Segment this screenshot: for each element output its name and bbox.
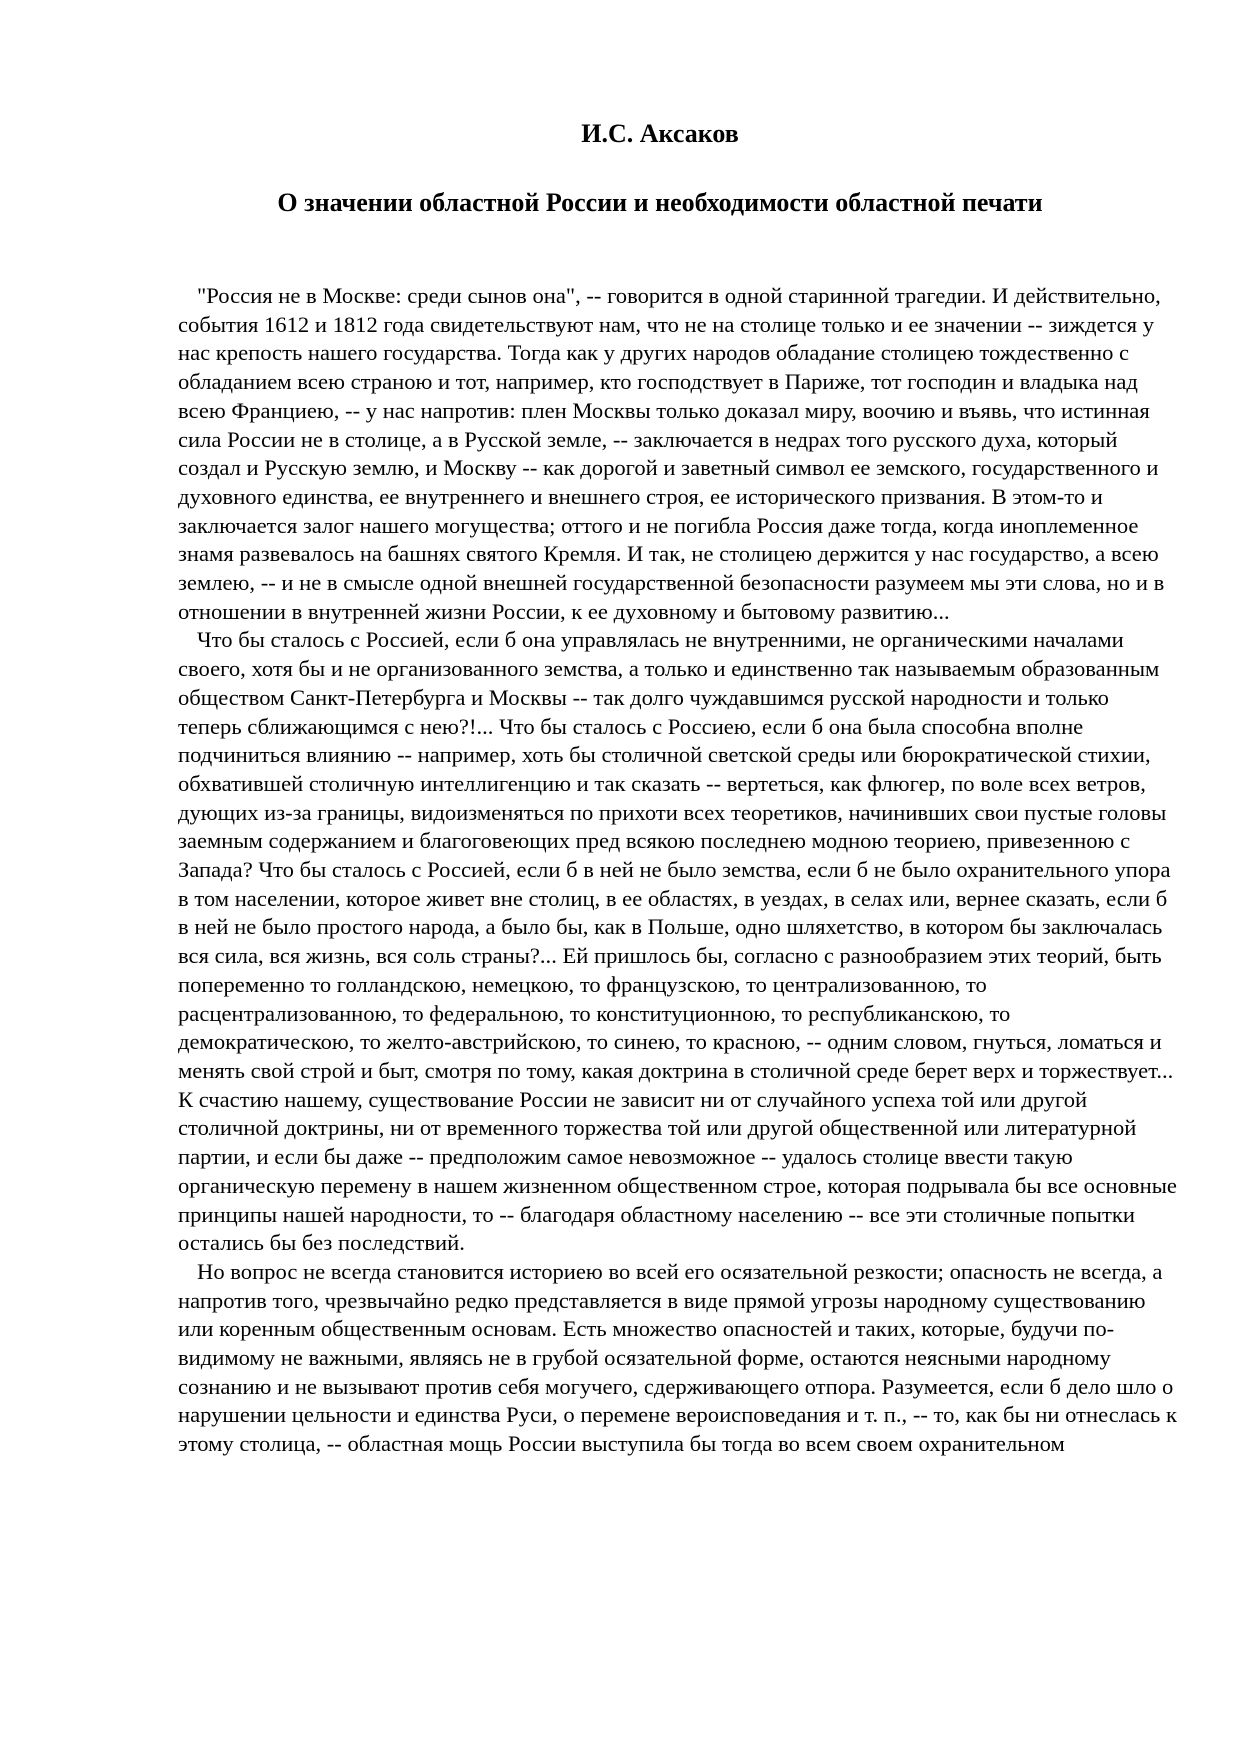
- document-title: О значении областной России и необходимости областной печати: [277, 188, 1043, 217]
- paragraph-2: Что бы сталось с Россией, если б она управлялась не внутренними, не органическими началами своего, хотя бы и не организованного земства, а только и единственно так называемым образованным обществом Санкт-Петербурга и Москвы -- так долго чуждавшимся русской народности и только теперь сближающимся с нею?!... Что бы сталось с Россиею, если б она была способна вполне подчиниться влиянию -- например, хоть бы столичной светской среды или бюрократической стихии, обхватившей столичную интеллигенцию и так сказать -- вертеться, как флюгер, по воле всех ветров, дующих из-за границы, видоизменяться по прихоти всех теоретиков, начинивших свои пустые головы заемным содержанием и благоговеющих пред всякою последнею модною теориею, привезенною с Запада? Что бы сталось с Россией, если б в ней не было земства, если б не было охранительного упора в том населении, которое живет вне столиц, в ее областях, в уездах, в селах или, вернее сказать, если б в ней не было простого народа, а было бы, как в Польше, одно шляхетство, в котором бы заключалась вся сила, вся жизнь, вся соль страны?... Ей пришлось бы, согласно с разнообразием этих теорий, быть попеременно то голландскою, немецкою, то французскою, то централизованною, то расцентрализованною, то федеральною, то конституционною, то республиканскою, то демократическою, то желто-австрийскою, то синею, то красною, -- одним словом, гнуться, ломаться и менять свой строй и быт, смотря по тому, какая доктрина в столичной среде берет верх и торжествует... К счастию нашему, существование России не зависит ни от случайного успеха той или другой столичной доктрины, ни от временного торжества той или другой общественной или литературной партии, и если бы даже -- предположим самое невозможное -- удалось столице ввести такую органическую перемену в нашем жизненном общественном строе, которая подрывала бы все основные принципы нашей народности, то -- благодаря областному населению -- все эти столичные попытки остались бы без последствий.: [178, 627, 1177, 1256]
- author-name: И.С. Аксаков: [581, 119, 739, 148]
- paragraph-1: "Россия не в Москве: среди сынов она", -- говорится в одной старинной трагедии. И действительно, события 1612 и 1812 года свидетельствуют нам, что не на столице только и ее значении -- зиждется у нас крепость нашего государства. Тогда как у других народов обладание столицею тождественно с обладанием всею страною и тот, например, кто господствует в Париже, тот господин и владыка над всею Франциею, -- у нас напротив: плен Москвы только доказал миру, воочию и въявь, что истинная сила России не в столице, а в Русской земле, -- заключается в недрах того русского духа, который создал и Русскую землю, и Москву -- как дорогой и заветный символ ее земского, государственного и духовного единства, ее внутреннего и внешнего строя, ее исторического призвания. В этом-то и заключается залог нашего могущества; оттого и не погибла Россия даже тогда, когда иноплеменное знамя развевалось на башнях святого Кремля. И так, не столицею держится у нас государство, а всею землею, -- и не в смысле одной внешней государственной безопасности разумеем мы эти слова, но и в отношении в внутренней жизни России, к ее духовному и бытовому развитию...: [178, 283, 1165, 624]
- paragraph-3: Но вопрос не всегда становится историею во всей его осязательной резкости; опасность не всегда, а напротив того, чрезвычайно редко представляется в виде прямой угрозы народному существованию или коренным общественным основам. Есть множество опасностей и таких, которые, будучи по-видимому не важными, являясь не в грубой осязательной форме, остаются неясными народному сознанию и не вызывают против себя могучего, сдерживающего отпора. Разумеется, если б дело шло о нарушении цельности и единства Руси, о перемене вероисповедания и т. п., -- то, как бы ни отнеслась к этому столица, -- областная мощь России выступила бы тогда во всем своем охранительном: [178, 1258, 1177, 1457]
- document-body: [178, 282, 1178, 1459]
